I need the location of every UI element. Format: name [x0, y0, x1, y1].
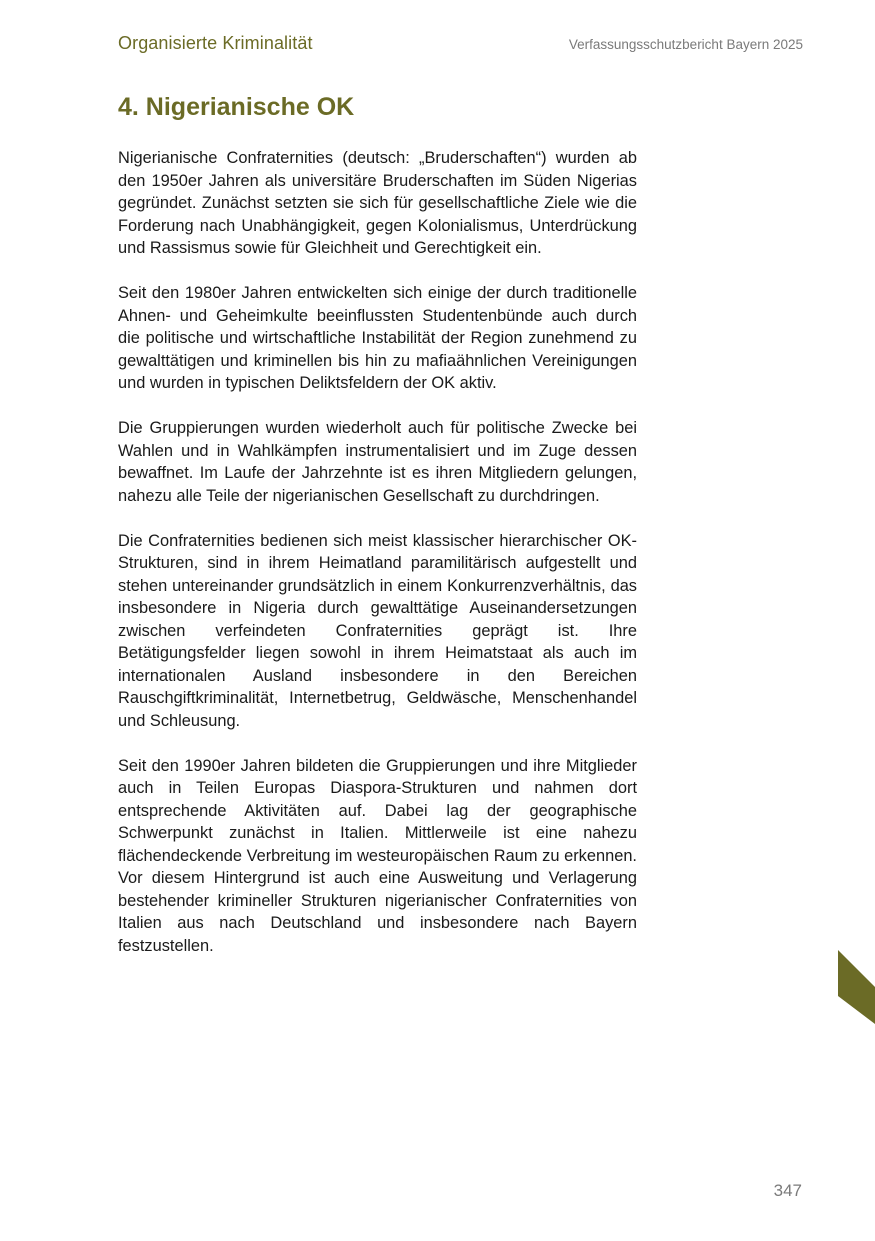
- running-header-section: Organisierte Kriminalität: [118, 33, 313, 53]
- body-text: [118, 147, 637, 980]
- chapter-tab-shape: [838, 950, 875, 1024]
- paragraph-5: Seit den 1990er Jahren bildeten die Gruppierungen und ihre Mitglieder auch in Teilen Europas Diaspora-Strukturen und nahmen dort entsprechende Aktivitäten auf. Dabei lag der geographische Schwerpunkt zunächst in Italien. Mittlerweile ist eine nahezu flächendeckende Verbreitung im westeuropäischen Raum zu erkennen. Vor diesem Hintergrund ist auch eine Ausweitung und Verlagerung bestehender krimineller Strukturen nigerianischer Confraternities von Italien aus nach Deutschland und insbesondere nach Bayern festzustellen.: [118, 756, 637, 955]
- paragraph-1: Nigerianische Confraternities (deutsch: „Bruderschaften“) wurden ab den 1950er Jahren als universitäre Bruderschaften im Süden Nigerias gegründet. Zunächst setzten sie sich für gesellschaftliche Ziele wie die Forderung nach Unabhängigkeit, gegen Kolonialismus, Unterdrückung und Rassismus sowie für Gleichheit und Gerechtigkeit ein.: [118, 149, 637, 257]
- paragraph-2: Seit den 1980er Jahren entwickelten sich einige der durch traditionelle Ahnen- und Geheimkulte beeinflussten Studentenbünde auch durch die politische und wirtschaftliche Instabilität der Region zunehmend zu gewalttätigen und kriminellen bis hin zu mafiaähnlichen Vereinigungen und wurden in typischen Deliktsfeldern der OK aktiv.: [118, 284, 637, 392]
- running-header-publication: Verfassungsschutzbericht Bayern 2025: [568, 37, 803, 52]
- page-number: 347: [773, 1181, 802, 1200]
- section-heading: 4. Nigerianische OK: [118, 93, 355, 121]
- chapter-tab-marker: [838, 950, 875, 1024]
- paragraph-3: Die Gruppierungen wurden wiederholt auch für politische Zwecke bei Wahlen und in Wahlkämpfen instrumentalisiert und im Zuge dessen bewaffnet. Im Laufe der Jahrzehnte ist es ihren Mitgliedern gelungen, nahezu alle Teile der nigerianischen Gesellschaft zu durchdringen.: [118, 419, 637, 505]
- paragraph-4: Die Confraternities bedienen sich meist klassischer hierarchischer OK-Strukturen, sind in ihrem Heimatland paramilitärisch aufgestellt und stehen untereinander grundsätzlich in einem Konkurrenzverhältnis, das insbesondere in Nigeria durch gewalttätige Auseinandersetzungen zwischen verfeindeten Confraternities geprägt ist. Ihre Betätigungsfelder liegen sowohl in ihrem Heimatstaat als auch im internationalen Ausland insbesondere in den Bereichen Rauschgiftkriminalität, Internetbetrug, Geldwäsche, Menschenhandel und Schleusung.: [118, 531, 637, 730]
